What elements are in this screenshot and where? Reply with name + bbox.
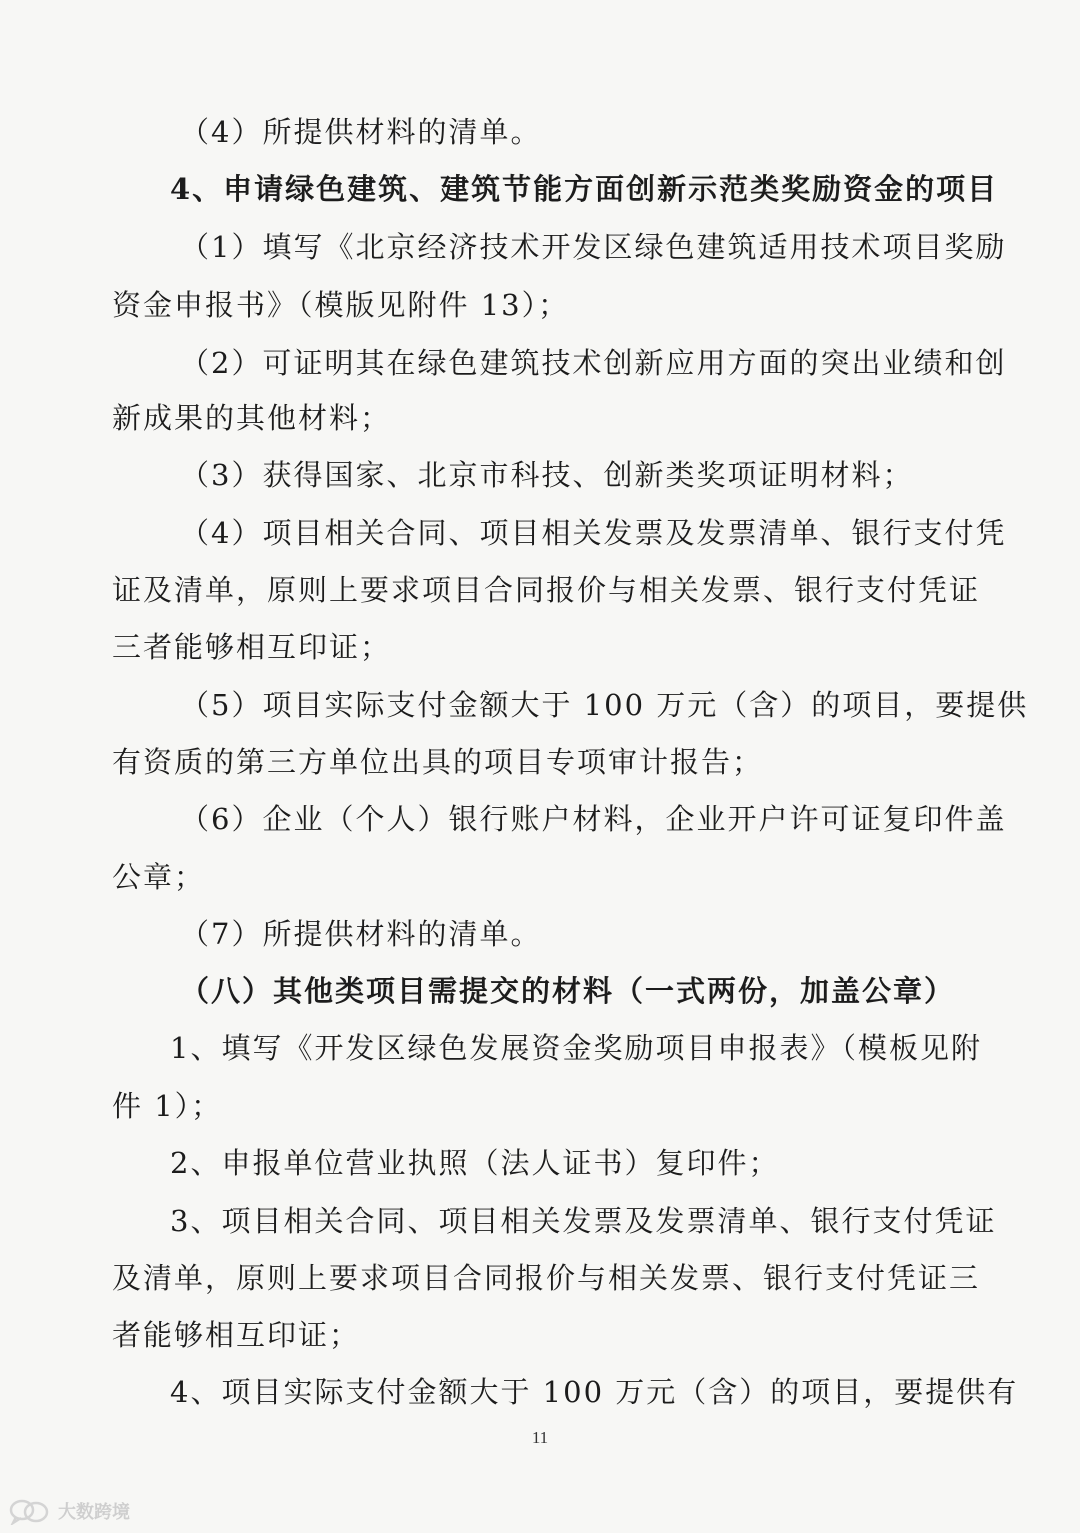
text-line: 4、项目实际支付金额大于 100 万元（含）的项目，要提供有 — [170, 1375, 1019, 1409]
text-line: （6）企业（个人）银行账户材料，企业开户许可证复印件盖 — [180, 802, 1007, 836]
text-line: 3、项目相关合同、项目相关发票及发票清单、银行支付凭证 — [170, 1204, 997, 1238]
text-line: 件 1）； — [112, 1089, 223, 1123]
watermark — [8, 1494, 130, 1528]
text-line: （2）可证明其在绿色建筑技术创新应用方面的突出业绩和创 — [180, 346, 1007, 380]
text-line: 资金申报书》（模版见附件 13）； — [112, 288, 570, 322]
chat-bubble-icon — [8, 1497, 52, 1525]
text-line: 有资质的第三方单位出具的项目专项审计报告； — [112, 745, 764, 779]
text-line: （4）项目相关合同、项目相关发票及发票清单、银行支付凭 — [180, 516, 1007, 550]
text-line: （7）所提供材料的清单。 — [180, 917, 542, 951]
text-line: 公章； — [112, 860, 206, 894]
page-number: 11 — [531, 1428, 549, 1447]
text-line: 者能够相互印证； — [112, 1318, 361, 1352]
text-line: 1、填写《开发区绿色发展资金奖励项目申报表》（模板见附 — [170, 1031, 982, 1065]
text-line: 新成果的其他材料； — [112, 401, 392, 435]
text-line: 三者能够相互印证； — [112, 630, 392, 664]
text-line: （3）获得国家、北京市科技、创新类奖项证明材料； — [180, 458, 914, 492]
text-line: （1）填写《北京经济技术开发区绿色建筑适用技术项目奖励 — [180, 230, 1007, 264]
text-line: 及清单，原则上要求项目合同报价与相关发票、银行支付凭证三 — [112, 1261, 981, 1295]
text-line: （4）所提供材料的清单。 — [180, 115, 542, 149]
watermark-text: 大数跨境 — [58, 1502, 130, 1523]
text-line: 2、申报单位营业执照（法人证书）复印件； — [170, 1146, 780, 1180]
text-line: 4、申请绿色建筑、建筑节能方面创新示范类奖励资金的项目 — [170, 172, 999, 206]
text-line: （5）项目实际支付金额大于 100 万元（含）的项目，要提供 — [180, 688, 1029, 722]
text-line: 证及清单，原则上要求项目合同报价与相关发票、银行支付凭证 — [112, 573, 981, 607]
text-line: （八）其他类项目需提交的材料（一式两份，加盖公章） — [180, 974, 956, 1008]
